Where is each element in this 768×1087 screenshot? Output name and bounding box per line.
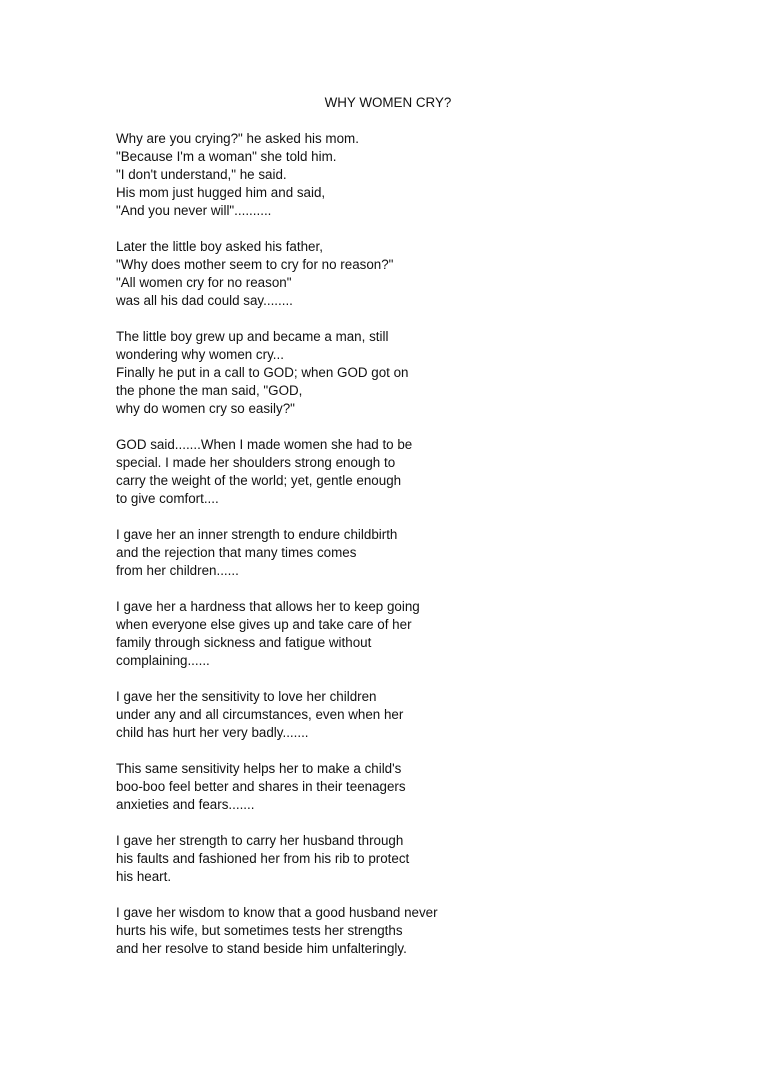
stanza-line: Why are you crying?" he asked his mom. — [116, 131, 359, 146]
stanza-line: his faults and fashioned her from his rib to protect — [116, 851, 410, 866]
stanza-line: and her resolve to stand beside him unfalteringly. — [116, 941, 407, 956]
document-title — [0, 94, 768, 112]
stanza-4 — [116, 436, 676, 508]
stanza-5 — [116, 526, 676, 580]
stanza-line: "Why does mother seem to cry for no reason?" — [116, 257, 394, 272]
stanza-3 — [116, 328, 676, 418]
stanza-line: Finally he put in a call to GOD; when GOD got on — [116, 365, 409, 380]
stanza-line: and the rejection that many times comes — [116, 545, 357, 560]
stanza-9 — [116, 832, 676, 886]
stanza-line: child has hurt her very badly....... — [116, 725, 309, 740]
stanza-line: anxieties and fears....... — [116, 797, 255, 812]
stanza-line: his heart. — [116, 869, 172, 884]
stanza-6 — [116, 598, 676, 670]
stanza-1 — [116, 130, 676, 220]
stanza-line: hurts his wife, but sometimes tests her strengths — [116, 923, 403, 938]
stanza-line: "I don't understand," he said. — [116, 167, 287, 182]
stanza-line: why do women cry so easily?" — [116, 401, 295, 416]
stanza-line: from her children...... — [116, 563, 239, 578]
stanza-7 — [116, 688, 676, 742]
stanza-line: complaining...... — [116, 653, 210, 668]
stanza-line: The little boy grew up and became a man, still — [116, 329, 389, 344]
stanza-line: was all his dad could say........ — [116, 293, 293, 308]
stanza-line: GOD said.......When I made women she had to be — [116, 437, 413, 452]
stanza-line: I gave her wisdom to know that a good husband never — [116, 905, 438, 920]
stanza-line: carry the weight of the world; yet, gentle enough — [116, 473, 402, 488]
stanza-line: I gave her strength to carry her husband through — [116, 833, 404, 848]
stanza-line: "Because I'm a woman" she told him. — [116, 149, 337, 164]
document-title-text: WHY WOMEN CRY? — [324, 95, 452, 110]
stanza-line: This same sensitivity helps her to make a child's — [116, 761, 402, 776]
stanza-line: special. I made her shoulders strong enough to — [116, 455, 396, 470]
stanza-2 — [116, 238, 676, 310]
stanza-line: "All women cry for no reason" — [116, 275, 292, 290]
stanza-line: I gave her the sensitivity to love her children — [116, 689, 377, 704]
stanza-10 — [116, 904, 676, 958]
stanza-8 — [116, 760, 676, 814]
stanza-line: I gave her a hardness that allows her to keep going — [116, 599, 420, 614]
stanza-line: His mom just hugged him and said, — [116, 185, 326, 200]
poem-body — [116, 130, 676, 976]
stanza-line: Later the little boy asked his father, — [116, 239, 323, 254]
stanza-line: wondering why women cry... — [116, 347, 284, 362]
stanza-line: "And you never will".......... — [116, 203, 272, 218]
stanza-line: I gave her an inner strength to endure childbirth — [116, 527, 398, 542]
stanza-line: when everyone else gives up and take care of her — [116, 617, 412, 632]
stanza-line: boo-boo feel better and shares in their teenagers — [116, 779, 406, 794]
stanza-line: the phone the man said, "GOD, — [116, 383, 303, 398]
stanza-line: to give comfort.... — [116, 491, 219, 506]
stanza-line: family through sickness and fatigue without — [116, 635, 372, 650]
stanza-line: under any and all circumstances, even when her — [116, 707, 404, 722]
